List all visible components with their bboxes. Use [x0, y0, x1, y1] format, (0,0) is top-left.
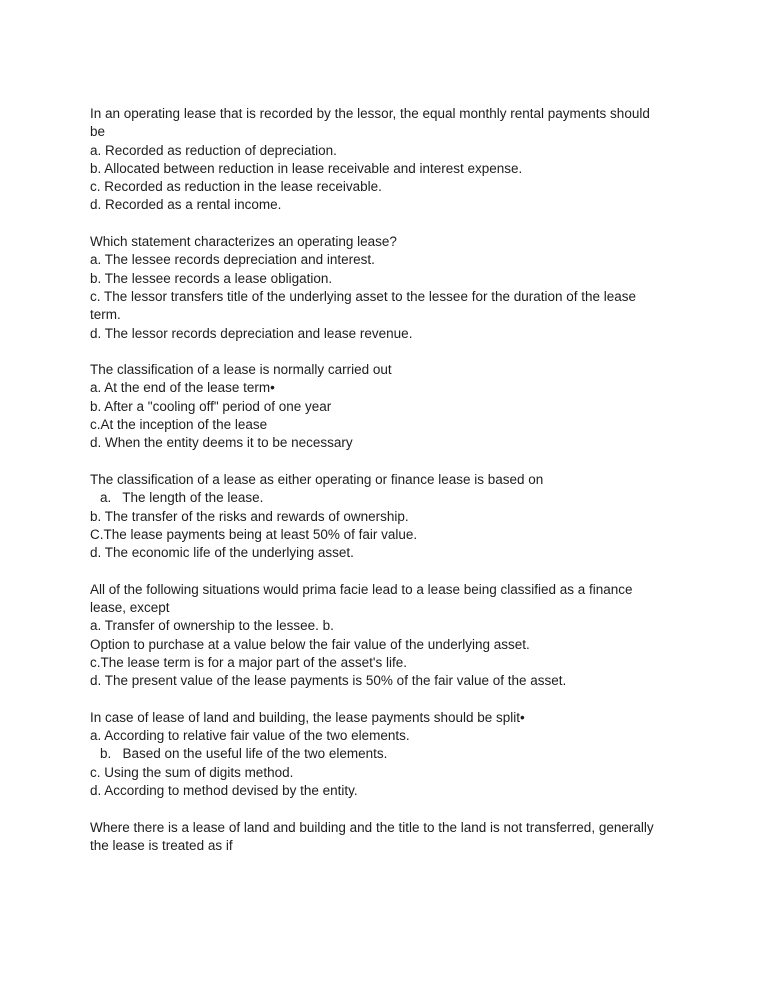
question-block-7 [90, 819, 680, 856]
question-text: In an operating lease that is recorded by the lessor, the equal monthly rental payments should [90, 106, 650, 121]
option-a: a. The lessee records depreciation and interest. [90, 252, 375, 268]
question-text-continued: the lease is treated as if [90, 837, 233, 853]
option-a: a. Transfer of ownership to the lessee. b. [90, 618, 334, 634]
option-d: d. Recorded as a rental income. [90, 197, 282, 213]
question-text: Which statement characterizes an operating lease? [90, 234, 397, 250]
option-c: c. Using the sum of digits method. [90, 764, 294, 780]
option-d: d. When the entity deems it to be necessary [90, 435, 353, 451]
option-b: b. Allocated between reduction in lease receivable and interest expense. [90, 160, 523, 176]
option-c: c. The lessor transfers title of the underlying asset to the lessee for the duration of the lease [90, 288, 637, 304]
question-text: All of the following situations would prima facie lead to a lease being classified as a finance [90, 581, 633, 597]
option-c: C.The lease payments being at least 50% of fair value. [90, 526, 418, 542]
option-b: b. After a "cooling off" period of one year [90, 398, 332, 414]
question-text: The classification of a lease as either operating or finance lease is based on [90, 471, 544, 487]
option-d: d. The economic life of the underlying asset. [90, 545, 354, 561]
question-text: In case of lease of land and building, the lease payments should be split• [90, 709, 525, 725]
option-a: a. The length of the lease. [100, 490, 264, 506]
option-c: c.At the inception of the lease [90, 417, 268, 433]
question-block-3 [90, 361, 680, 452]
question-block-6 [90, 709, 680, 800]
question-block-2 [90, 233, 680, 343]
option-b: b. The lessee records a lease obligation. [90, 270, 333, 286]
option-d: d. The present value of the lease payments is 50% of the fair value of the asset. [90, 673, 567, 689]
question-text-continued: lease, except [90, 600, 170, 616]
option-a: a. Recorded as reduction of depreciation. [90, 142, 337, 158]
option-b: Option to purchase at a value below the fair value of the underlying asset. [90, 636, 530, 652]
question-text: Where there is a lease of land and building and the title to the land is not transferred, generally [90, 819, 654, 835]
option-c: c.The lease term is for a major part of the asset's life. [90, 654, 407, 670]
option-b: b. The transfer of the risks and rewards of ownership. [90, 508, 409, 524]
question-text: be [90, 124, 106, 140]
option-d: d. The lessor records depreciation and lease revenue. [90, 325, 413, 341]
option-a: a. At the end of the lease term• [90, 380, 275, 396]
option-d: d. According to method devised by the entity. [90, 782, 358, 798]
option-c: c. Recorded as reduction in the lease receivable. [90, 179, 382, 195]
question-block-1 [90, 105, 680, 215]
question-block-5 [90, 581, 680, 691]
option-c-continued: term. [90, 307, 121, 323]
question-block-4 [90, 471, 680, 562]
question-text: The classification of a lease is normally carried out [90, 362, 392, 378]
option-b: b. Based on the useful life of the two elements. [100, 746, 388, 762]
option-a: a. According to relative fair value of the two elements. [90, 728, 410, 744]
